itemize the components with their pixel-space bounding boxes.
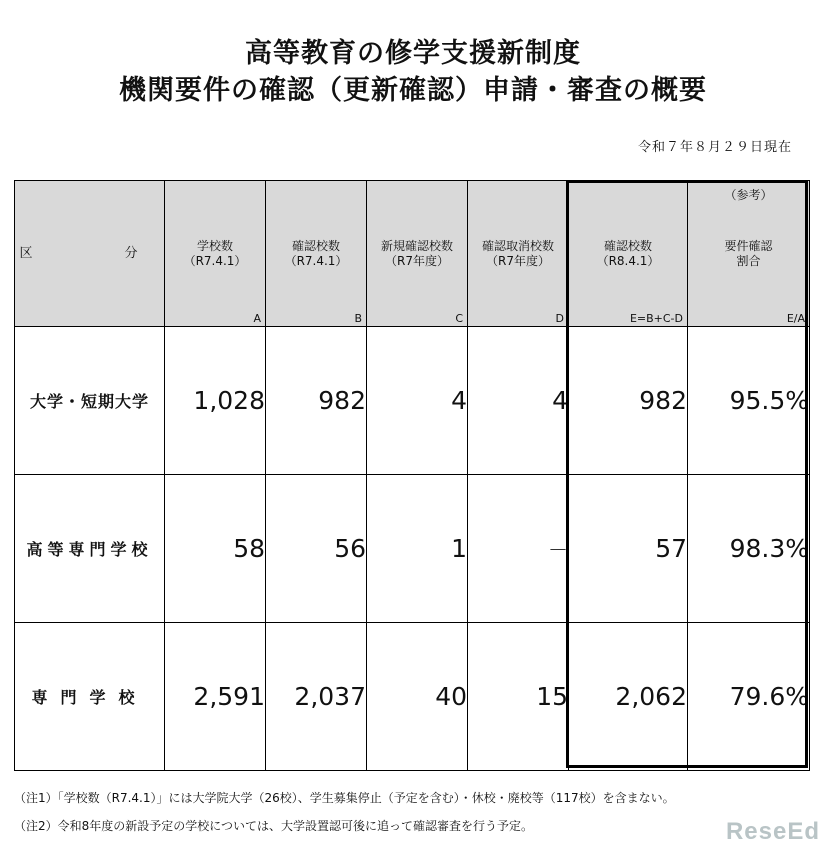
- row-label: 高等専門学校: [15, 475, 165, 623]
- footnote-2: （注2）令和8年度の新設予定の学校については、大学設置認可後に追って確認審査を行う予定。: [14, 819, 534, 833]
- header-new-confirmed: [367, 181, 468, 327]
- header-name: 確認取消校数: [481, 238, 554, 253]
- cell-value: 95.5%: [688, 327, 810, 475]
- header-key: E/A: [786, 312, 805, 325]
- header-category: [15, 181, 165, 327]
- cell-value: 982: [569, 327, 688, 475]
- header-confirmed-r8: [569, 181, 688, 327]
- header-key: A: [253, 312, 261, 325]
- header-key: B: [354, 312, 362, 325]
- cell-value: 1: [367, 475, 468, 623]
- footnote-1: （注1）「学校数（R7.4.1）」には大学院大学（26校）、学生募集停止（予定を含む）・休校・廃校等（117校）を含まない。: [14, 791, 675, 805]
- row-label: 大学・短期大学: [15, 327, 165, 475]
- cell-value: 58: [165, 475, 266, 623]
- cell-value: 2,591: [165, 623, 266, 771]
- header-confirmed-r7: [266, 181, 367, 327]
- cell-value: 2,062: [569, 623, 688, 771]
- page-subtitle: 機関要件の確認（更新確認）申請・審査の概要: [119, 75, 707, 106]
- header-name: 区 分: [19, 246, 160, 261]
- cell-value: 56: [266, 475, 367, 623]
- header-name: 新規確認校数: [380, 238, 453, 253]
- summary-table: [14, 180, 810, 771]
- as-of-date: 令和７年８月２９日現在: [637, 140, 792, 155]
- row-label: 専門学校: [15, 623, 165, 771]
- header-sub: （R7.4.1）: [284, 253, 348, 268]
- cell-value: 1,028: [165, 327, 266, 475]
- header-name: 要件確認: [724, 238, 773, 253]
- header-ratio: [688, 181, 810, 327]
- header-name: 確認校数: [603, 238, 652, 253]
- cell-value: 79.6%: [688, 623, 810, 771]
- cell-value: －: [468, 475, 569, 623]
- table-row: [15, 475, 810, 623]
- cell-value: 2,037: [266, 623, 367, 771]
- header-revoked: [468, 181, 569, 327]
- cell-value: 4: [468, 327, 569, 475]
- table-row: [15, 623, 810, 771]
- page-title: 高等教育の修学支援新制度: [245, 38, 581, 69]
- cell-value: 57: [569, 475, 688, 623]
- table-row: [15, 327, 810, 475]
- resemom-logo: ReseEd: [725, 818, 820, 845]
- cell-value: 15: [468, 623, 569, 771]
- header-sub: （R7.4.1）: [183, 253, 247, 268]
- header-name: 確認校数: [291, 238, 340, 253]
- header-row: [15, 181, 810, 327]
- header-school-count: [165, 181, 266, 327]
- header-sub: （R7年度）: [385, 253, 449, 268]
- header-sub: 割合: [736, 253, 761, 268]
- header-sub: （R7年度）: [486, 253, 550, 268]
- header-name: 学校数: [196, 238, 233, 253]
- header-key: C: [455, 312, 463, 325]
- header-note: （参考）: [724, 188, 773, 202]
- header-key: D: [555, 312, 564, 325]
- cell-value: 40: [367, 623, 468, 771]
- cell-value: 4: [367, 327, 468, 475]
- header-sub: （R8.4.1）: [596, 253, 660, 268]
- cell-value: 98.3%: [688, 475, 810, 623]
- cell-value: 982: [266, 327, 367, 475]
- header-key: E=B+C-D: [629, 312, 683, 325]
